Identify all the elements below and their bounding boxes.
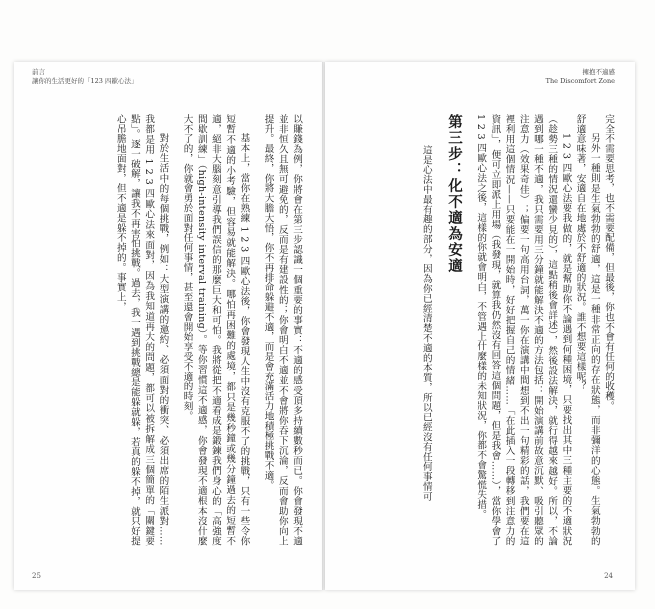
body-paragraph: 對於生活中的每個挑戰，例如：大型演講的邀約、必須面對的衝突、必須出席的陌生派對……我都是用 1 2 3 四歐心法來面對，因為我知道再大的問題，都可以被拆解成三個簡單的「關鍵要點」。逐一破解，讓我不再害怕挑戰。過去，我一遇到挑戰總是能躲就躲，若真的躲不掉，就只好提心吊膽地面對，但不適是躲不掉的。事實上， (114, 114, 169, 546)
right-page-number: 24 (604, 572, 613, 580)
body-paragraph: 另外一種則是生氣勃勃的舒適，這是一種非常正向的存在狀態，而非彌洋的心態。生氣勃勃的舒適意味著，安適自在地處於不舒適的狀況。誰不想要這樣呢？ (574, 114, 600, 546)
right-page-header (546, 68, 615, 86)
section-heading: 第三步：化不適為安適 (445, 114, 462, 274)
right-page (325, 62, 635, 590)
body-paragraph: 這是心法中最有趣的部分，因為你已經清楚不適的本質，所以已經沒有任何事情可 (420, 144, 432, 502)
left-page-header (32, 68, 137, 86)
left-page (14, 62, 323, 590)
left-page-number: 25 (32, 572, 41, 580)
left-page-body (33, 114, 303, 546)
body-paragraph: 1 2 3 四歐心法要我做的，就是幫助你不論遇到何種困境，只要找出其中三種主要的不適狀況（趁勢三種的情況還蠻少見的），這點稍後會詳述），然後設法解決，就行得越來越好。所以，不論遇到哪一種不適，我只需要用三分鐘就能解決不適的方法包括：開始演講前故意沉默、吸引聽眾的注意力（效果奇佳）；偏要一句高用台詞，萬一你在演講中間想到不出一句精彩的話，我們要在這裡利用這個情況——只要能在一開始時，好好把握自己的情緒……「在此插入一段轉移到注意力的資訊」，便可立即派上用場（我發現，就算我仍然沒有回答這個問題，但是我會……），當你學會了 1 2 3 四歐心法之後，這樣的你就會明白，不管遇上什麼樣的未知狀況，你都不會驚慌失措。 (475, 114, 572, 546)
body-paragraph: 完全不需要思考，也不需要配備，但最後，你也不會有任何的收穫。 (603, 114, 614, 411)
right-header-subtitle: The Discomfort Zone (545, 77, 615, 85)
body-paragraph: 基本上，當你在熟練 1 2 3 四歐心法後，你會發現人生中沒有克服不了的挑戰，只有一些令你短暫不適的小考驗，但容易就能解決。哪怕再困難的處境，都只是幾秒鐘或幾分鐘過去的短暫不適，絕非大腦刻意引導我們誤信的那麼巨大和可怕。我將從把不適看成是鍛鍊我們身心的「高強度間歇訓練」（high-intensity interval training）。等你習慣這不適感，你會發現不適根本沒什麼大不了的，你就會勇於面對任何事情，甚至還會開始享受不適的時刻。 (181, 114, 250, 546)
right-header-title: 擁抱不適感 (582, 68, 615, 76)
left-header-chapter: 前言 (32, 68, 45, 76)
right-page-body (337, 114, 615, 546)
left-header-title: 讓你的生活更好的「123 四歐心法」 (32, 77, 138, 85)
body-paragraph: 以賺錢為例，你將會在第三步認識一個重要的事實：不適的感受頂多持續數秒而已。你會發現不適並非恒久且無可避免的，反而是有建設性的；你會明白不適並不會將你吞下沉淪，反而會助你向上提升。最終，你將大膽大悟，你不再排命躲避不適，而是會充滿活力地積極挑戰不適。 (262, 114, 302, 546)
